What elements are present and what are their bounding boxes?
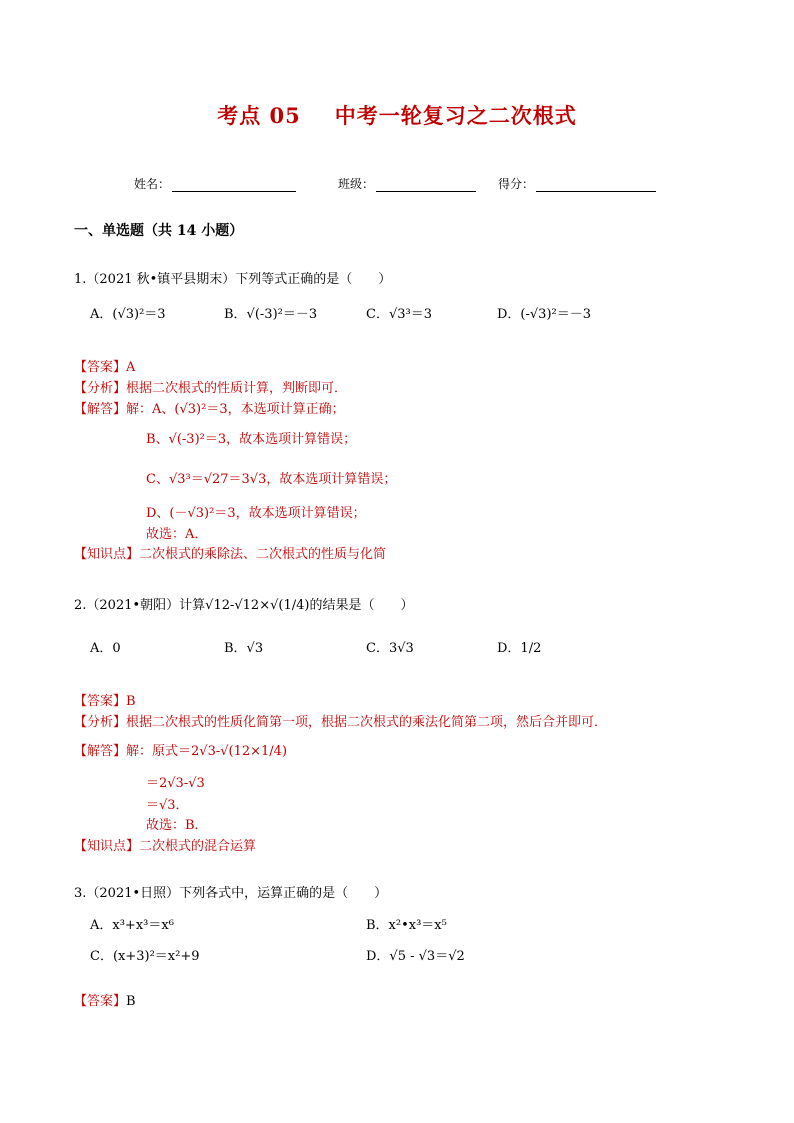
name-label: 姓名： xyxy=(134,177,171,191)
q2-analysis xyxy=(74,711,607,730)
score-blank xyxy=(536,179,656,192)
q2-solution-line-4: 故选：B． xyxy=(146,818,208,833)
q1-analysis xyxy=(74,377,347,396)
q3-option-a: A．x³+x³＝x⁶ xyxy=(90,918,174,933)
q1-solution-line-4: D、(－√3)²＝3，故本选项计算错误； xyxy=(146,506,366,521)
q3-option-b: B．x²•x³＝x⁵ xyxy=(366,918,447,933)
q2-option-c: C．3√3 xyxy=(366,641,414,656)
answer-tag: 【答案】 xyxy=(74,360,127,375)
solution-tag: 【解答】 xyxy=(74,744,127,759)
q2-solution-line-2: ＝2√3-√3 xyxy=(146,776,205,791)
q1-answer xyxy=(74,356,135,375)
analysis-text: 根据二次根式的性质化简第一项，根据二次根式的乘法化简第二项，然后合并即可． xyxy=(126,715,608,730)
answer-value: B xyxy=(126,694,136,709)
q2-answer xyxy=(74,690,136,709)
q1-option-b: B．√(-3)²＝－3 xyxy=(224,307,318,322)
class-blank xyxy=(376,179,476,192)
knowledge-tag: 【知识点】 xyxy=(74,839,140,854)
knowledge-text: 二次根式的混合运算 xyxy=(139,839,257,854)
q2-option-d: D．1/2 xyxy=(497,641,542,656)
title-left: 考点 05 xyxy=(217,103,301,128)
class-field xyxy=(338,175,476,192)
q1-solution xyxy=(74,398,345,417)
q3-answer xyxy=(74,990,136,1009)
title-right: 中考一轮复习之二次根式 xyxy=(334,103,577,128)
answer-tag: 【答案】 xyxy=(74,694,127,709)
q1-option-d: D．(-√3)²＝－3 xyxy=(497,307,591,322)
class-label: 班级： xyxy=(338,177,375,191)
analysis-tag: 【分析】 xyxy=(74,381,127,396)
knowledge-text: 二次根式的乘除法、二次根式的性质与化简 xyxy=(139,547,387,562)
score-label: 得分： xyxy=(498,177,535,191)
q1-knowledge xyxy=(74,543,386,562)
name-field xyxy=(134,175,296,192)
answer-value: A xyxy=(126,360,136,375)
q3-option-c: C．(x+3)²＝x²+9 xyxy=(90,949,200,964)
q2-solution-line-3: ＝√3． xyxy=(146,798,189,813)
q2-solution xyxy=(74,740,287,759)
name-blank xyxy=(172,179,296,192)
analysis-text: 根据二次根式的性质计算，判断即可． xyxy=(126,381,348,396)
solution-line-1: 解：原式＝2√3-√(12×1/4) xyxy=(126,744,288,759)
analysis-tag: 【分析】 xyxy=(74,715,127,730)
q1-option-a: A．(√3)²＝3 xyxy=(90,307,166,322)
solution-tag: 【解答】 xyxy=(74,402,127,417)
q2-option-a: A．0 xyxy=(90,641,121,656)
q3-stem: 3.（2021•日照）下列各式中，运算正确的是（ ） xyxy=(74,886,388,901)
q2-knowledge xyxy=(74,835,256,854)
solution-line-1: 解：A、(√3)²＝3，本选项计算正确； xyxy=(126,402,345,417)
q2-option-b: B．√3 xyxy=(224,641,264,656)
q1-solution-line-2: B、√(-3)²＝3，故本选项计算错误； xyxy=(146,432,357,447)
q1-solution-line-5: 故选：A． xyxy=(146,527,208,542)
answer-value: B xyxy=(126,994,136,1009)
q3-option-d: D．√5 - √3＝√2 xyxy=(366,949,465,964)
score-field xyxy=(498,175,656,192)
section-heading: 一、单选题（共 14 小题） xyxy=(74,223,244,239)
answer-tag: 【答案】 xyxy=(74,994,127,1009)
q1-solution-line-3: C、√3³＝√27＝3√3，故本选项计算错误； xyxy=(146,472,397,487)
q2-stem: 2.（2021•朝阳）计算√12-√12×√(1/4)的结果是（ ） xyxy=(74,598,414,613)
page-title xyxy=(0,100,794,130)
knowledge-tag: 【知识点】 xyxy=(74,547,140,562)
q1-option-c: C．√3³＝3 xyxy=(366,307,432,322)
q1-stem: 1.（2021 秋•镇平县期末）下列等式正确的是（ ） xyxy=(74,272,392,287)
